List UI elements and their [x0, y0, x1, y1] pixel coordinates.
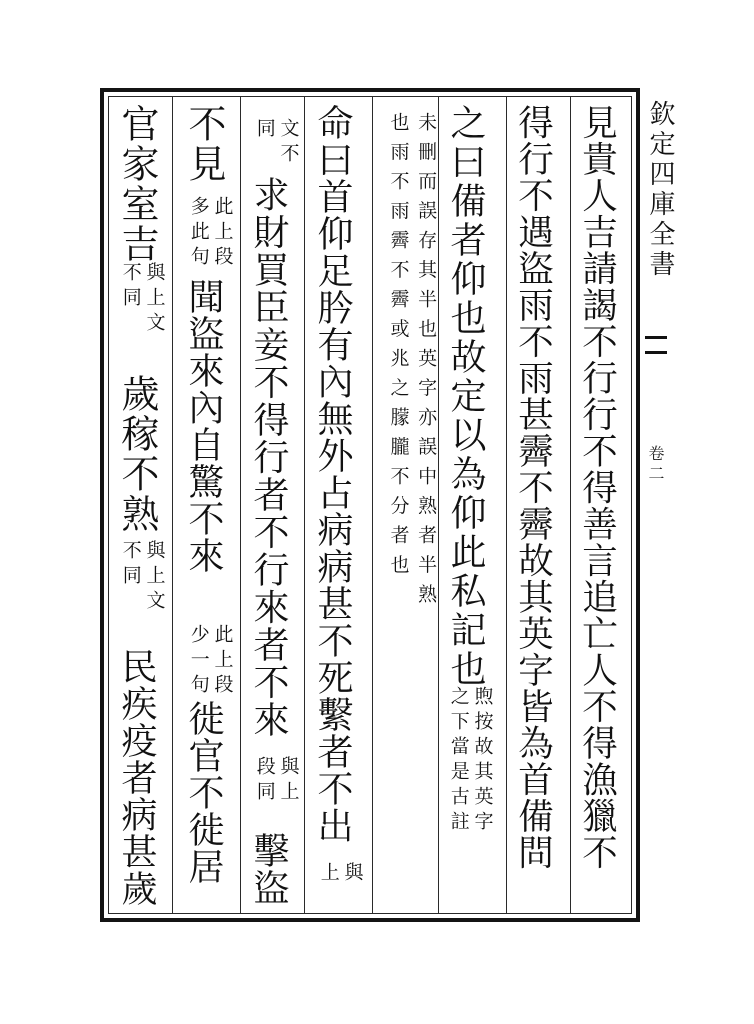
main-text: 民疾疫者病甚歲 [116, 648, 157, 907]
commentary-note [252, 756, 300, 806]
note-line: 不同 [119, 262, 142, 312]
text-column-8c [116, 648, 157, 907]
fish-tail-mark [645, 336, 667, 354]
commentary-note [118, 540, 166, 615]
note-line: 同 [253, 118, 276, 143]
commentary-note [186, 196, 234, 271]
note-line: 不同 [119, 540, 142, 590]
note-line: 與上 [277, 756, 300, 806]
book-title: 欽定四庫全書 [645, 100, 675, 280]
commentary-note [186, 624, 234, 699]
volume-label: 卷二 [646, 445, 665, 485]
commentary-note [252, 118, 300, 168]
note-line: 之下當是古註 [447, 686, 470, 836]
note-line: 與上文 [143, 262, 166, 337]
note-line: 此上段 [211, 196, 234, 271]
text-column-7b [183, 278, 224, 574]
text-column-7c [183, 700, 224, 885]
column-rule [240, 96, 241, 914]
column-rule [172, 96, 173, 914]
text-column-8 [115, 104, 159, 264]
note-line: 上 [317, 862, 340, 887]
note-line: 煦按故其英字 [471, 686, 494, 836]
main-text: 求財買臣妾不得行者不行來者不來 [248, 176, 289, 739]
commentary-note [446, 686, 494, 836]
main-text: 命曰首仰足肣有內無外占病病甚不死繫者不出 [312, 104, 353, 844]
note-line: 未刪而誤存其半也英字亦誤中熟者半熟 [415, 112, 438, 614]
main-text: 擊盜 [248, 832, 289, 906]
note-line: 文不 [277, 118, 300, 168]
main-text: 之曰備者仰也故定以為仰此私記也 [445, 104, 486, 689]
note-line: 此上段 [211, 624, 234, 699]
text-column-8b [115, 374, 159, 534]
note-line: 與 [341, 862, 364, 887]
text-column-5 [312, 104, 353, 844]
column-rule [304, 96, 305, 914]
main-text: 見貴人吉請謁不行行不得善言追亡人不得漁獵不 [576, 104, 618, 871]
column-rule [506, 96, 507, 914]
note-line: 少一句 [187, 624, 210, 699]
main-text: 不見 [182, 104, 226, 184]
text-column-1 [576, 104, 618, 871]
text-column-7 [182, 104, 226, 184]
column-rule [570, 96, 571, 914]
column-rule [372, 96, 373, 914]
main-text: 歲稼不熟 [115, 374, 159, 534]
main-text: 聞盜來內自驚不來 [183, 278, 224, 574]
main-text: 官家室吉 [115, 104, 159, 264]
commentary-note [118, 262, 166, 337]
main-text: 徙官不徙居 [183, 700, 224, 885]
commentary-note [316, 862, 364, 887]
commentary-column-4 [384, 112, 439, 614]
text-column-6b [248, 832, 289, 906]
main-text: 得行不遇盜雨不雨甚霽不霽故其英字皆為首備問 [512, 104, 554, 871]
text-column-3 [445, 104, 486, 689]
note-line: 與上文 [143, 540, 166, 615]
note-line: 段同 [253, 756, 276, 806]
note-line: 也雨不雨霽不霽或兆之朦朧不分者也 [387, 112, 410, 584]
text-column-6 [248, 176, 289, 739]
text-column-2 [512, 104, 554, 871]
note-line: 多此句 [187, 196, 210, 271]
